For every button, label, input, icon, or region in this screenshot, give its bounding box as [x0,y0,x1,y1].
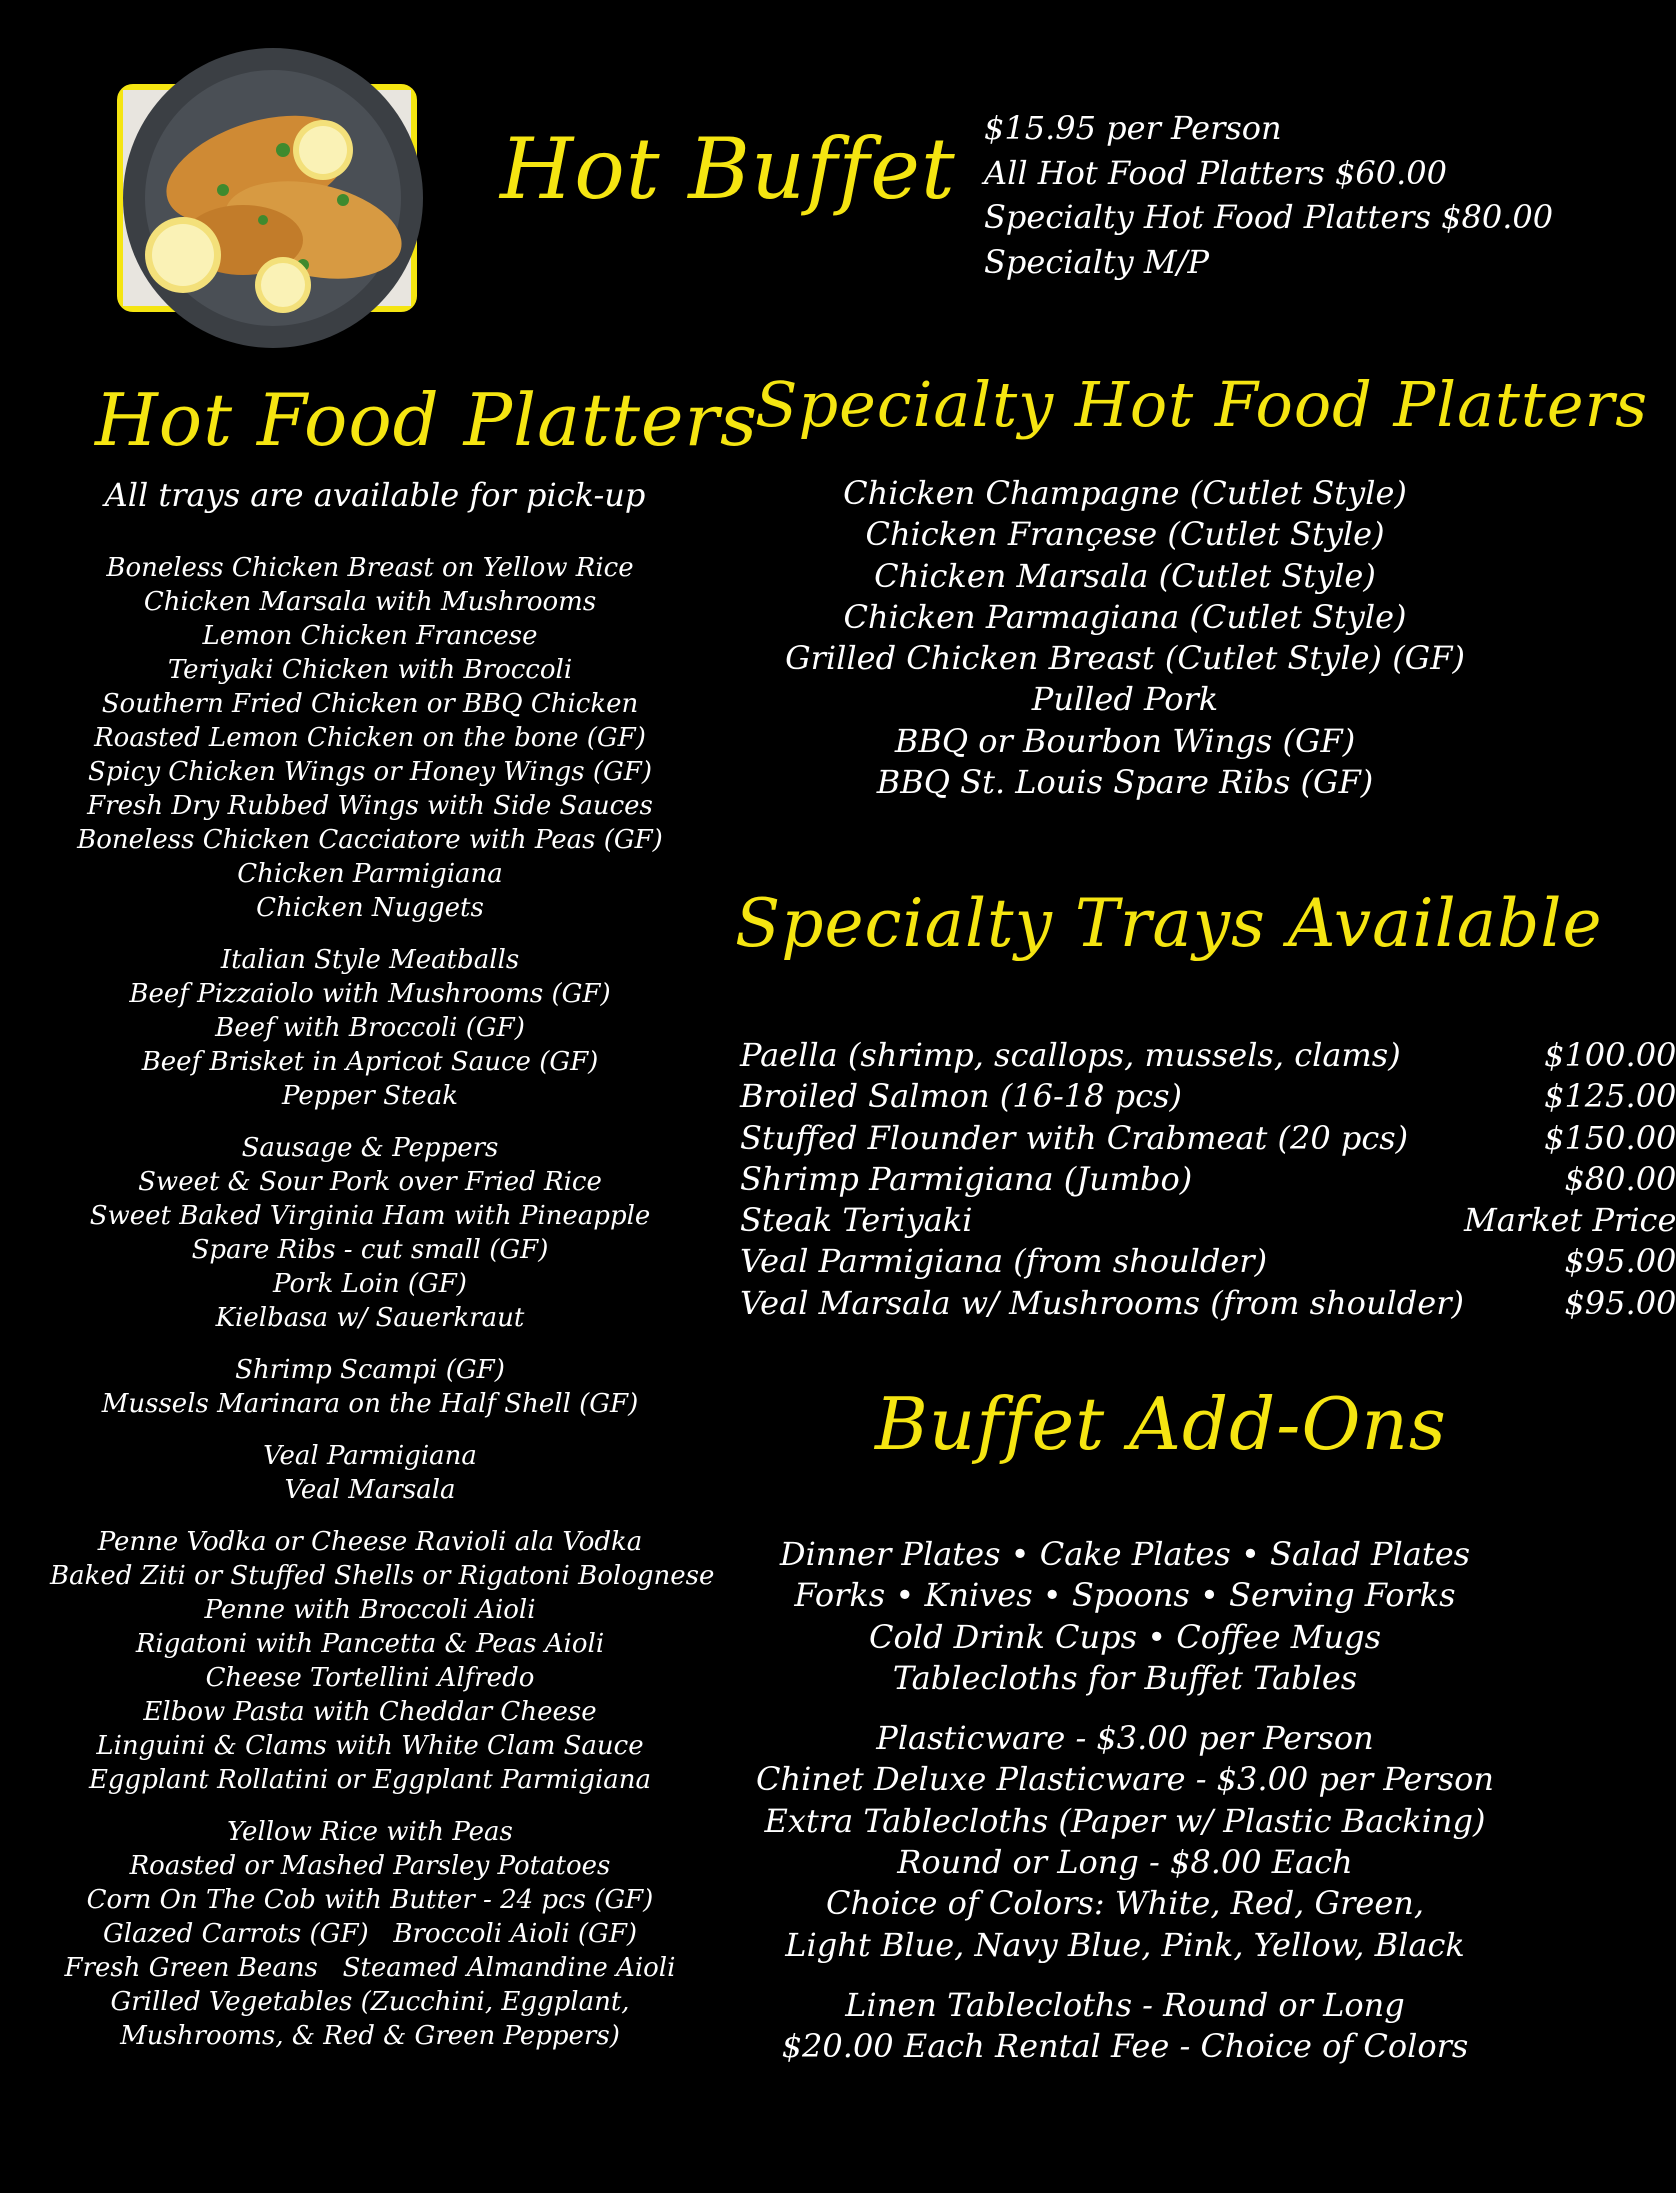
list-item: Elbow Pasta with Cheddar Cheese [143,1697,597,1727]
price-line: $15.95 per Person [984,109,1282,147]
list-item: Kielbasa w/ Sauerkraut [215,1303,525,1333]
list-item: Pork Loin (GF) [273,1269,467,1299]
list-item: Extra Tablecloths (Paper w/ Plastic Backing) [764,1801,1486,1840]
list-item: Sausage & Peppers [241,1133,499,1163]
list-item: Rigatoni with Pancetta & Peas Aioli [135,1629,605,1659]
list-item: Roasted or Mashed Parsley Potatoes [129,1851,611,1881]
list-item: Spare Ribs - cut small (GF) [191,1235,549,1265]
tray-name: Stuffed Flounder with Crabmeat (20 pcs) [740,1118,1409,1157]
list-item: Linen Tablecloths - Round or Long [845,1985,1405,2024]
list-item: Round or Long - $8.00 Each [897,1843,1353,1882]
tray-price: $95.00 [1564,1242,1676,1281]
tray-price: $150.00 [1544,1118,1676,1157]
list-item: Italian Style Meatballs [220,945,520,975]
list-item: Sweet Baked Virginia Ham with Pineapple [89,1201,651,1231]
list-item: $20.00 Each Rental Fee - Choice of Colors [781,2027,1469,2066]
list-item: Glazed Carrots (GF) Broccoli Aioli (GF) [102,1919,638,1949]
list-item: Chicken Champagne (Cutlet Style) [843,474,1407,512]
list-item: Mushrooms, & Red & Green Peppers) [120,2021,620,2051]
menu-group-sides [50,1815,690,2053]
list-item: Tablecloths for Buffet Tables [892,1658,1358,1697]
table-row [740,1035,1676,1076]
list-item: Boneless Chicken Cacciatore with Peas (GF) [77,825,663,855]
table-row [740,1200,1676,1241]
list-item: Corn On The Cob with Butter - 24 pcs (GF) [86,1885,654,1915]
addons-group-linen [730,1985,1520,2068]
tray-name: Shrimp Parmigiana (Jumbo) [740,1159,1193,1198]
tray-price: $95.00 [1564,1283,1676,1322]
list-item: Fresh Green Beans Steamed Almandine Aioli [64,1953,676,1983]
list-item: Chicken Marsala with Mushrooms [143,587,597,617]
menu-group-pork [50,1131,690,1335]
menu-group-seafood [50,1353,690,1421]
list-item: Beef Pizzaiolo with Mushrooms (GF) [129,979,611,1009]
list-item: Plasticware - $3.00 per Person [876,1719,1374,1758]
list-item: Teriyaki Chicken with Broccoli [167,655,573,685]
list-item: Chicken Parmigiana [237,859,503,889]
tray-price: Market Price [1463,1201,1676,1240]
menu-group-pasta [50,1525,715,1797]
list-item: Eggplant Rollatini or Eggplant Parmigiana [88,1765,652,1795]
list-item: Sweet & Sour Pork over Fried Rice [138,1167,602,1197]
price-line: Specialty Hot Food Platters $80.00 [984,198,1554,236]
list-item: Fresh Dry Rubbed Wings with Side Sauces [87,791,653,821]
table-row [740,1118,1676,1159]
price-line: Specialty M/P [984,242,1209,281]
list-item: Southern Fried Chicken or BBQ Chicken [101,689,639,719]
list-item: Penne with Broccoli Aioli [204,1595,536,1625]
list-item: Beef Brisket in Apricot Sauce (GF) [141,1047,599,1077]
addons-group-pricing [730,1718,1520,1966]
table-row [740,1241,1676,1282]
hot-food-platters-title: Hot Food Platters [95,378,758,462]
list-item: Beef with Broccoli (GF) [215,1013,525,1043]
list-item: Spicy Chicken Wings or Honey Wings (GF) [88,757,652,787]
food-photo [117,84,417,312]
buffet-addons-title: Buffet Add-Ons [875,1382,1447,1466]
list-item: BBQ or Bourbon Wings (GF) [894,721,1356,760]
list-item: Light Blue, Navy Blue, Pink, Yellow, Black [785,1925,1465,1964]
list-item: Cold Drink Cups • Coffee Mugs [869,1617,1381,1656]
specialty-platters-list [730,473,1520,803]
list-item: Dinner Plates • Cake Plates • Salad Plates [779,1535,1471,1573]
list-item: Veal Marsala [284,1475,456,1505]
list-item: Chinet Deluxe Plasticware - $3.00 per Person [756,1760,1494,1799]
main-title: Hot Buffet [500,120,956,218]
list-item: Mussels Marinara on the Half Shell (GF) [101,1389,639,1419]
table-row [740,1076,1676,1117]
list-item: Choice of Colors: White, Red, Green, [825,1884,1425,1923]
list-item: Veal Parmigiana [263,1441,477,1471]
list-item: Grilled Chicken Breast (Cutlet Style) (GF) [785,639,1465,678]
list-item: Lemon Chicken Francese [202,621,538,651]
specialty-trays-table [740,1035,1676,1324]
tray-name: Paella (shrimp, scallops, mussels, clams) [740,1036,1401,1074]
tray-price: $100.00 [1544,1036,1676,1074]
chicken-francese-plate-icon [123,90,411,306]
menu-group-beef [50,943,690,1113]
tray-name: Veal Parmigiana (from shoulder) [740,1242,1268,1281]
list-item: Pepper Steak [282,1081,458,1111]
tray-price: $80.00 [1564,1159,1676,1198]
list-item: BBQ St. Louis Spare Ribs (GF) [876,763,1374,802]
price-info [984,106,1553,284]
list-item: Chicken Parmagiana (Cutlet Style) [843,597,1407,636]
addons-group-supplies [730,1534,1520,1699]
list-item: Grilled Vegetables (Zucchini, Eggplant, [110,1987,630,2017]
list-item: Linguini & Clams with White Clam Sauce [96,1731,644,1761]
list-item: Chicken Nuggets [256,893,484,923]
list-item: Yellow Rice with Peas [227,1817,513,1847]
list-item: Forks • Knives • Spoons • Serving Forks [794,1576,1456,1615]
buffet-addons-list [730,1534,1520,2087]
table-row [740,1159,1676,1200]
list-item: Pulled Pork [1031,680,1219,719]
tray-price: $125.00 [1544,1077,1676,1116]
list-item: Cheese Tortellini Alfredo [205,1663,535,1693]
specialty-platters-title: Specialty Hot Food Platters [755,368,1649,441]
tray-name: Broiled Salmon (16-18 pcs) [740,1077,1182,1116]
list-item: Baked Ziti or Stuffed Shells or Rigatoni Bolognese [50,1561,715,1591]
list-item: Boneless Chicken Breast on Yellow Rice [106,553,634,583]
list-item: Roasted Lemon Chicken on the bone (GF) [94,723,646,753]
hot-food-platters-list [50,551,715,2071]
hot-food-platters-subtitle: All trays are available for pick-up [104,476,646,514]
price-line: All Hot Food Platters $60.00 [984,153,1447,192]
tray-name: Steak Teriyaki [740,1201,973,1240]
list-item: Penne Vodka or Cheese Ravioli ala Vodka [97,1527,643,1557]
tray-name: Veal Marsala w/ Mushrooms (from shoulder) [740,1283,1464,1322]
list-item: Chicken Françese (Cutlet Style) [865,515,1385,554]
menu-group-veal [50,1439,690,1507]
list-item: Shrimp Scampi (GF) [235,1355,505,1385]
menu-group-chicken [50,551,690,925]
list-item: Chicken Marsala (Cutlet Style) [874,556,1376,595]
table-row [740,1283,1676,1324]
specialty-trays-title: Specialty Trays Available [735,885,1603,962]
